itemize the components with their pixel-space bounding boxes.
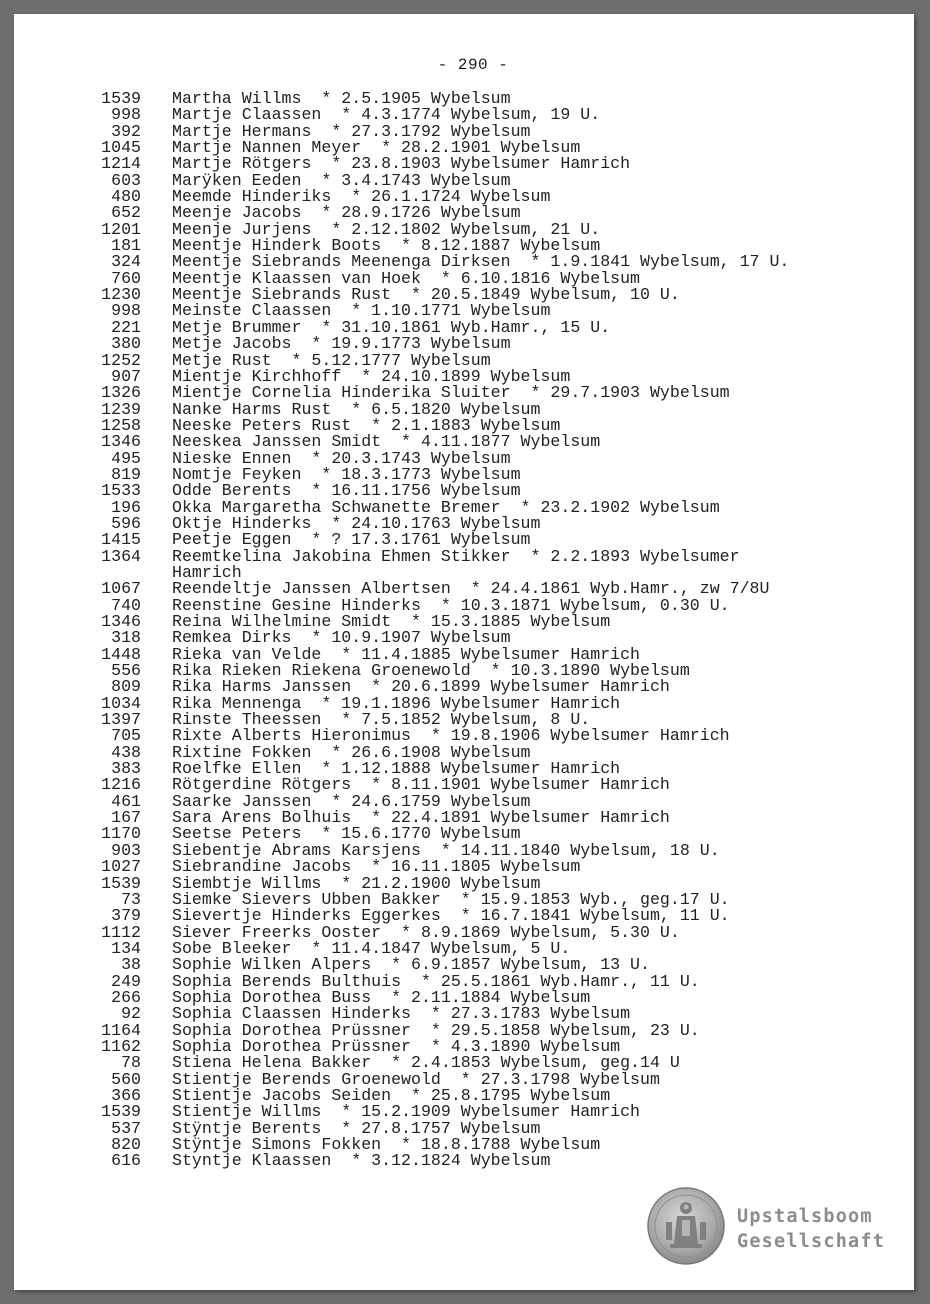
entry-text: Metje Jacobs * 19.9.1773 Wybelsum bbox=[172, 334, 511, 354]
entry-text: Nomtje Feyken * 18.3.1773 Wybelsum bbox=[172, 464, 521, 484]
entry-text: Oktje Hinderks * 24.10.1763 Wybelsum bbox=[172, 513, 541, 533]
entry-number: 1034 bbox=[101, 693, 141, 713]
entry-number: 740 bbox=[111, 595, 141, 615]
entry-number: 196 bbox=[111, 497, 141, 517]
entry-number: 379 bbox=[111, 906, 141, 926]
entry-text: Siemke Sievers Ubben Bakker * 15.9.1853 Wyb., geg.17 U. bbox=[172, 889, 730, 909]
entry-text: Sophia Berends Bulthuis * 25.5.1861 Wyb.Hamr., 11 U. bbox=[172, 971, 700, 991]
entry-number: 1045 bbox=[101, 138, 141, 158]
entry-text: Rika Harms Janssen * 20.6.1899 Wybelsumer Hamrich bbox=[172, 677, 670, 697]
logo-line-2: Gesellschaft bbox=[737, 1231, 886, 1252]
upstalsboom-logo-text bbox=[737, 1204, 885, 1254]
entry-list bbox=[80, 91, 870, 1170]
entry-number: 820 bbox=[111, 1135, 141, 1154]
entry-number: 392 bbox=[111, 121, 141, 141]
entry-number: 556 bbox=[111, 661, 141, 681]
entry-number: 38 bbox=[121, 955, 141, 975]
entry-number: 1448 bbox=[101, 644, 141, 664]
entry-text: Stÿntje Berents * 27.8.1757 Wybelsum bbox=[172, 1118, 541, 1138]
entry-text: Marÿken Eeden * 3.4.1743 Wybelsum bbox=[172, 170, 511, 190]
entry-number: 1067 bbox=[101, 579, 141, 599]
entry-number: 249 bbox=[111, 971, 141, 991]
entry-number: 1539 bbox=[101, 89, 141, 108]
entry-number: 181 bbox=[111, 236, 141, 256]
entry-number: 1258 bbox=[101, 415, 141, 435]
entry-text: Rika Mennenga * 19.1.1896 Wybelsumer Hamrich bbox=[172, 693, 621, 713]
entry-text: Mientje Kirchhoff * 24.10.1899 Wybelsum bbox=[172, 366, 571, 386]
entry-number: 1539 bbox=[101, 1102, 141, 1122]
entry-number: 383 bbox=[111, 759, 141, 779]
entry-text: Martje Nannen Meyer * 28.2.1901 Wybelsum bbox=[172, 138, 581, 158]
entry-number: 1239 bbox=[101, 399, 141, 419]
entry-text: Sievertje Hinderks Eggerkes * 16.7.1841 Wybelsum, 11 U. bbox=[172, 906, 730, 926]
entry-number: 1027 bbox=[101, 857, 141, 877]
entry-text: Sophia Dorothea Prüssner * 4.3.1890 Wybelsum bbox=[172, 1036, 621, 1056]
entry-text: Reina Wilhelmine Smidt * 15.3.1885 Wybelsum bbox=[172, 612, 611, 631]
entry-number: 366 bbox=[111, 1085, 141, 1105]
entry-number: 92 bbox=[121, 1004, 141, 1024]
entry-number: 167 bbox=[111, 808, 141, 828]
entry-number: 1326 bbox=[101, 383, 141, 403]
entry-text: Rötgerdine Rötgers * 8.11.1901 Wybelsumer Hamrich bbox=[172, 775, 670, 795]
entry-number: 1346 bbox=[101, 612, 141, 631]
entry-text: Rika Rieken Riekena Groenewold * 10.3.1890 Wybelsum bbox=[172, 661, 690, 681]
entry-text: Rixte Alberts Hieronimus * 19.8.1906 Wybelsumer Hamrich bbox=[172, 726, 730, 746]
entry-number: 560 bbox=[111, 1069, 141, 1089]
entry-number: 1170 bbox=[101, 824, 141, 844]
entry-text: Sara Arens Bolhuis * 22.4.1891 Wybelsumer Hamrich bbox=[172, 808, 670, 828]
entry-number: 221 bbox=[111, 317, 141, 337]
entry-number: 1364 bbox=[101, 546, 141, 566]
entry-text: Martje Hermans * 27.3.1792 Wybelsum bbox=[172, 121, 531, 141]
entry-text: Meentje Klaassen van Hoek * 6.10.1816 Wybelsum bbox=[172, 268, 641, 288]
entry-number: 318 bbox=[111, 628, 141, 648]
entry-number: 1415 bbox=[101, 530, 141, 550]
entry-text: Meemde Hinderiks * 26.1.1724 Wybelsum bbox=[172, 187, 551, 207]
entry-text: Stiena Helena Bakker * 2.4.1853 Wybelsum, geg.14 U bbox=[172, 1053, 680, 1073]
entry-number: 760 bbox=[111, 268, 141, 288]
entry-text: Meenje Jurjens * 2.12.1802 Wybelsum, 21 U. bbox=[172, 219, 601, 239]
entry-text: Martha Willms * 2.5.1905 Wybelsum bbox=[172, 89, 511, 108]
entry-number: 266 bbox=[111, 987, 141, 1007]
entry-text: Remkea Dirks * 10.9.1907 Wybelsum bbox=[172, 628, 511, 648]
entry-text: Nanke Harms Rust * 6.5.1820 Wybelsum bbox=[172, 399, 541, 419]
entry-text: Stientje Berends Groenewold * 27.3.1798 Wybelsum bbox=[172, 1069, 660, 1089]
entry-number: 1397 bbox=[101, 710, 141, 730]
page-number: - 290 - bbox=[437, 56, 509, 74]
entry-text: Sophie Wilken Alpers * 6.9.1857 Wybelsum, 13 U. bbox=[172, 955, 650, 975]
entry-text: Neeskea Janssen Smidt * 4.11.1877 Wybelsum bbox=[172, 432, 601, 452]
list-item bbox=[80, 1153, 870, 1169]
list-item bbox=[80, 546, 870, 582]
entry-text: Peetje Eggen * ? 17.3.1761 Wybelsum bbox=[172, 530, 531, 550]
logo-line-1: Upstalsboom bbox=[737, 1206, 873, 1227]
entry-text: Neeske Peters Rust * 2.1.1883 Wybelsum bbox=[172, 415, 561, 435]
entry-number: 603 bbox=[111, 170, 141, 190]
entry-text: Meentje Siebrands Rust * 20.5.1849 Wybelsum, 10 U. bbox=[172, 285, 680, 305]
entry-number: 78 bbox=[121, 1053, 141, 1073]
entry-text: Reendeltje Janssen Albertsen * 24.4.1861 Wyb.Hamr., zw 7/8U bbox=[172, 579, 770, 599]
entry-number: 324 bbox=[111, 252, 141, 272]
entry-text: Seetse Peters * 15.6.1770 Wybelsum bbox=[172, 824, 521, 844]
entry-number: 1346 bbox=[101, 432, 141, 452]
entry-number: 903 bbox=[111, 840, 141, 860]
entry-number: 380 bbox=[111, 334, 141, 354]
entry-number: 907 bbox=[111, 366, 141, 386]
entry-text: Stientje Jacobs Seiden * 25.8.1795 Wybelsum bbox=[172, 1085, 611, 1105]
entry-text: Reemtkelina Jakobina Ehmen Stikker * 2.2.1893 Wybelsumer Hamrich bbox=[172, 546, 750, 582]
entry-text: Siebrandine Jacobs * 16.11.1805 Wybelsum bbox=[172, 857, 581, 877]
entry-number: 652 bbox=[111, 203, 141, 223]
entry-text: Sophia Dorothea Buss * 2.11.1884 Wybelsum bbox=[172, 987, 591, 1007]
entry-text: Meentje Siebrands Meenenga Dirksen * 1.9.1841 Wybelsum, 17 U. bbox=[172, 252, 790, 272]
entry-number: 73 bbox=[121, 889, 141, 909]
entry-text: Nieske Ennen * 20.3.1743 Wybelsum bbox=[172, 448, 511, 468]
entry-number: 1216 bbox=[101, 775, 141, 795]
entry-text: Rixtine Fokken * 26.6.1908 Wybelsum bbox=[172, 742, 531, 762]
entry-number: 809 bbox=[111, 677, 141, 697]
entry-number: 1162 bbox=[101, 1036, 141, 1056]
entry-text: Siever Freerks Ooster * 8.9.1869 Wybelsum, 5.30 U. bbox=[172, 922, 680, 942]
entry-number: 1112 bbox=[101, 922, 141, 942]
entry-text: Metje Brummer * 31.10.1861 Wyb.Hamr., 15 U. bbox=[172, 317, 611, 337]
entry-text: Sophia Dorothea Prüssner * 29.5.1858 Wybelsum, 23 U. bbox=[172, 1020, 700, 1040]
entry-text: Saarke Janssen * 24.6.1759 Wybelsum bbox=[172, 791, 531, 811]
entry-number: 819 bbox=[111, 464, 141, 484]
entry-text: Styntje Klaassen * 3.12.1824 Wybelsum bbox=[172, 1151, 551, 1171]
entry-text: Rinste Theessen * 7.5.1852 Wybelsum, 8 U. bbox=[172, 710, 591, 730]
entry-number: 480 bbox=[111, 187, 141, 207]
entry-text: Stÿntje Simons Fokken * 18.8.1788 Wybelsum bbox=[172, 1135, 601, 1154]
entry-text: Martje Rötgers * 23.8.1903 Wybelsumer Hamrich bbox=[172, 154, 631, 174]
entry-number: 616 bbox=[111, 1151, 141, 1171]
seal-icon bbox=[646, 1186, 726, 1266]
entry-number: 705 bbox=[111, 726, 141, 746]
entry-text: Siembtje Willms * 21.2.1900 Wybelsum bbox=[172, 873, 541, 893]
entry-text: Reenstine Gesine Hinderks * 10.3.1871 Wybelsum, 0.30 U. bbox=[172, 595, 730, 615]
entry-number: 134 bbox=[111, 938, 141, 958]
entry-number: 998 bbox=[111, 301, 141, 321]
entry-text: Okka Margaretha Schwanette Bremer * 23.2.1902 Wybelsum bbox=[172, 497, 720, 517]
entry-number: 495 bbox=[111, 448, 141, 468]
entry-number: 1214 bbox=[101, 154, 141, 174]
entry-text: Sophia Claassen Hinderks * 27.3.1783 Wybelsum bbox=[172, 1004, 631, 1024]
entry-number: 1252 bbox=[101, 350, 141, 370]
entry-number: 596 bbox=[111, 513, 141, 533]
entry-text: Siebentje Abrams Karsjens * 14.11.1840 Wybelsum, 18 U. bbox=[172, 840, 720, 860]
entry-text: Meenje Jacobs * 28.9.1726 Wybelsum bbox=[172, 203, 521, 223]
entry-text: Odde Berents * 16.11.1756 Wybelsum bbox=[172, 481, 521, 501]
entry-number: 1539 bbox=[101, 873, 141, 893]
entry-text: Martje Claassen * 4.3.1774 Wybelsum, 19 U. bbox=[172, 105, 601, 125]
entry-text: Mientje Cornelia Hinderika Sluiter * 29.7.1903 Wybelsum bbox=[172, 383, 730, 403]
entry-number: 461 bbox=[111, 791, 141, 811]
entry-number: 537 bbox=[111, 1118, 141, 1138]
entry-text: Roelfke Ellen * 1.12.1888 Wybelsumer Hamrich bbox=[172, 759, 621, 779]
entry-text: Metje Rust * 5.12.1777 Wybelsum bbox=[172, 350, 491, 370]
entry-number: 998 bbox=[111, 105, 141, 125]
entry-number: 438 bbox=[111, 742, 141, 762]
entry-number: 1164 bbox=[101, 1020, 141, 1040]
entry-number: 1201 bbox=[101, 219, 141, 239]
entry-text: Sobe Bleeker * 11.4.1847 Wybelsum, 5 U. bbox=[172, 938, 571, 958]
entry-text: Rieka van Velde * 11.4.1885 Wybelsumer Hamrich bbox=[172, 644, 641, 664]
entry-text: Meentje Hinderk Boots * 8.12.1887 Wybelsum bbox=[172, 236, 601, 256]
entry-text: Meinste Claassen * 1.10.1771 Wybelsum bbox=[172, 301, 551, 321]
entry-number: 1230 bbox=[101, 285, 141, 305]
entry-text: Stientje Willms * 15.2.1909 Wybelsumer Hamrich bbox=[172, 1102, 641, 1122]
entry-number: 1533 bbox=[101, 481, 141, 501]
